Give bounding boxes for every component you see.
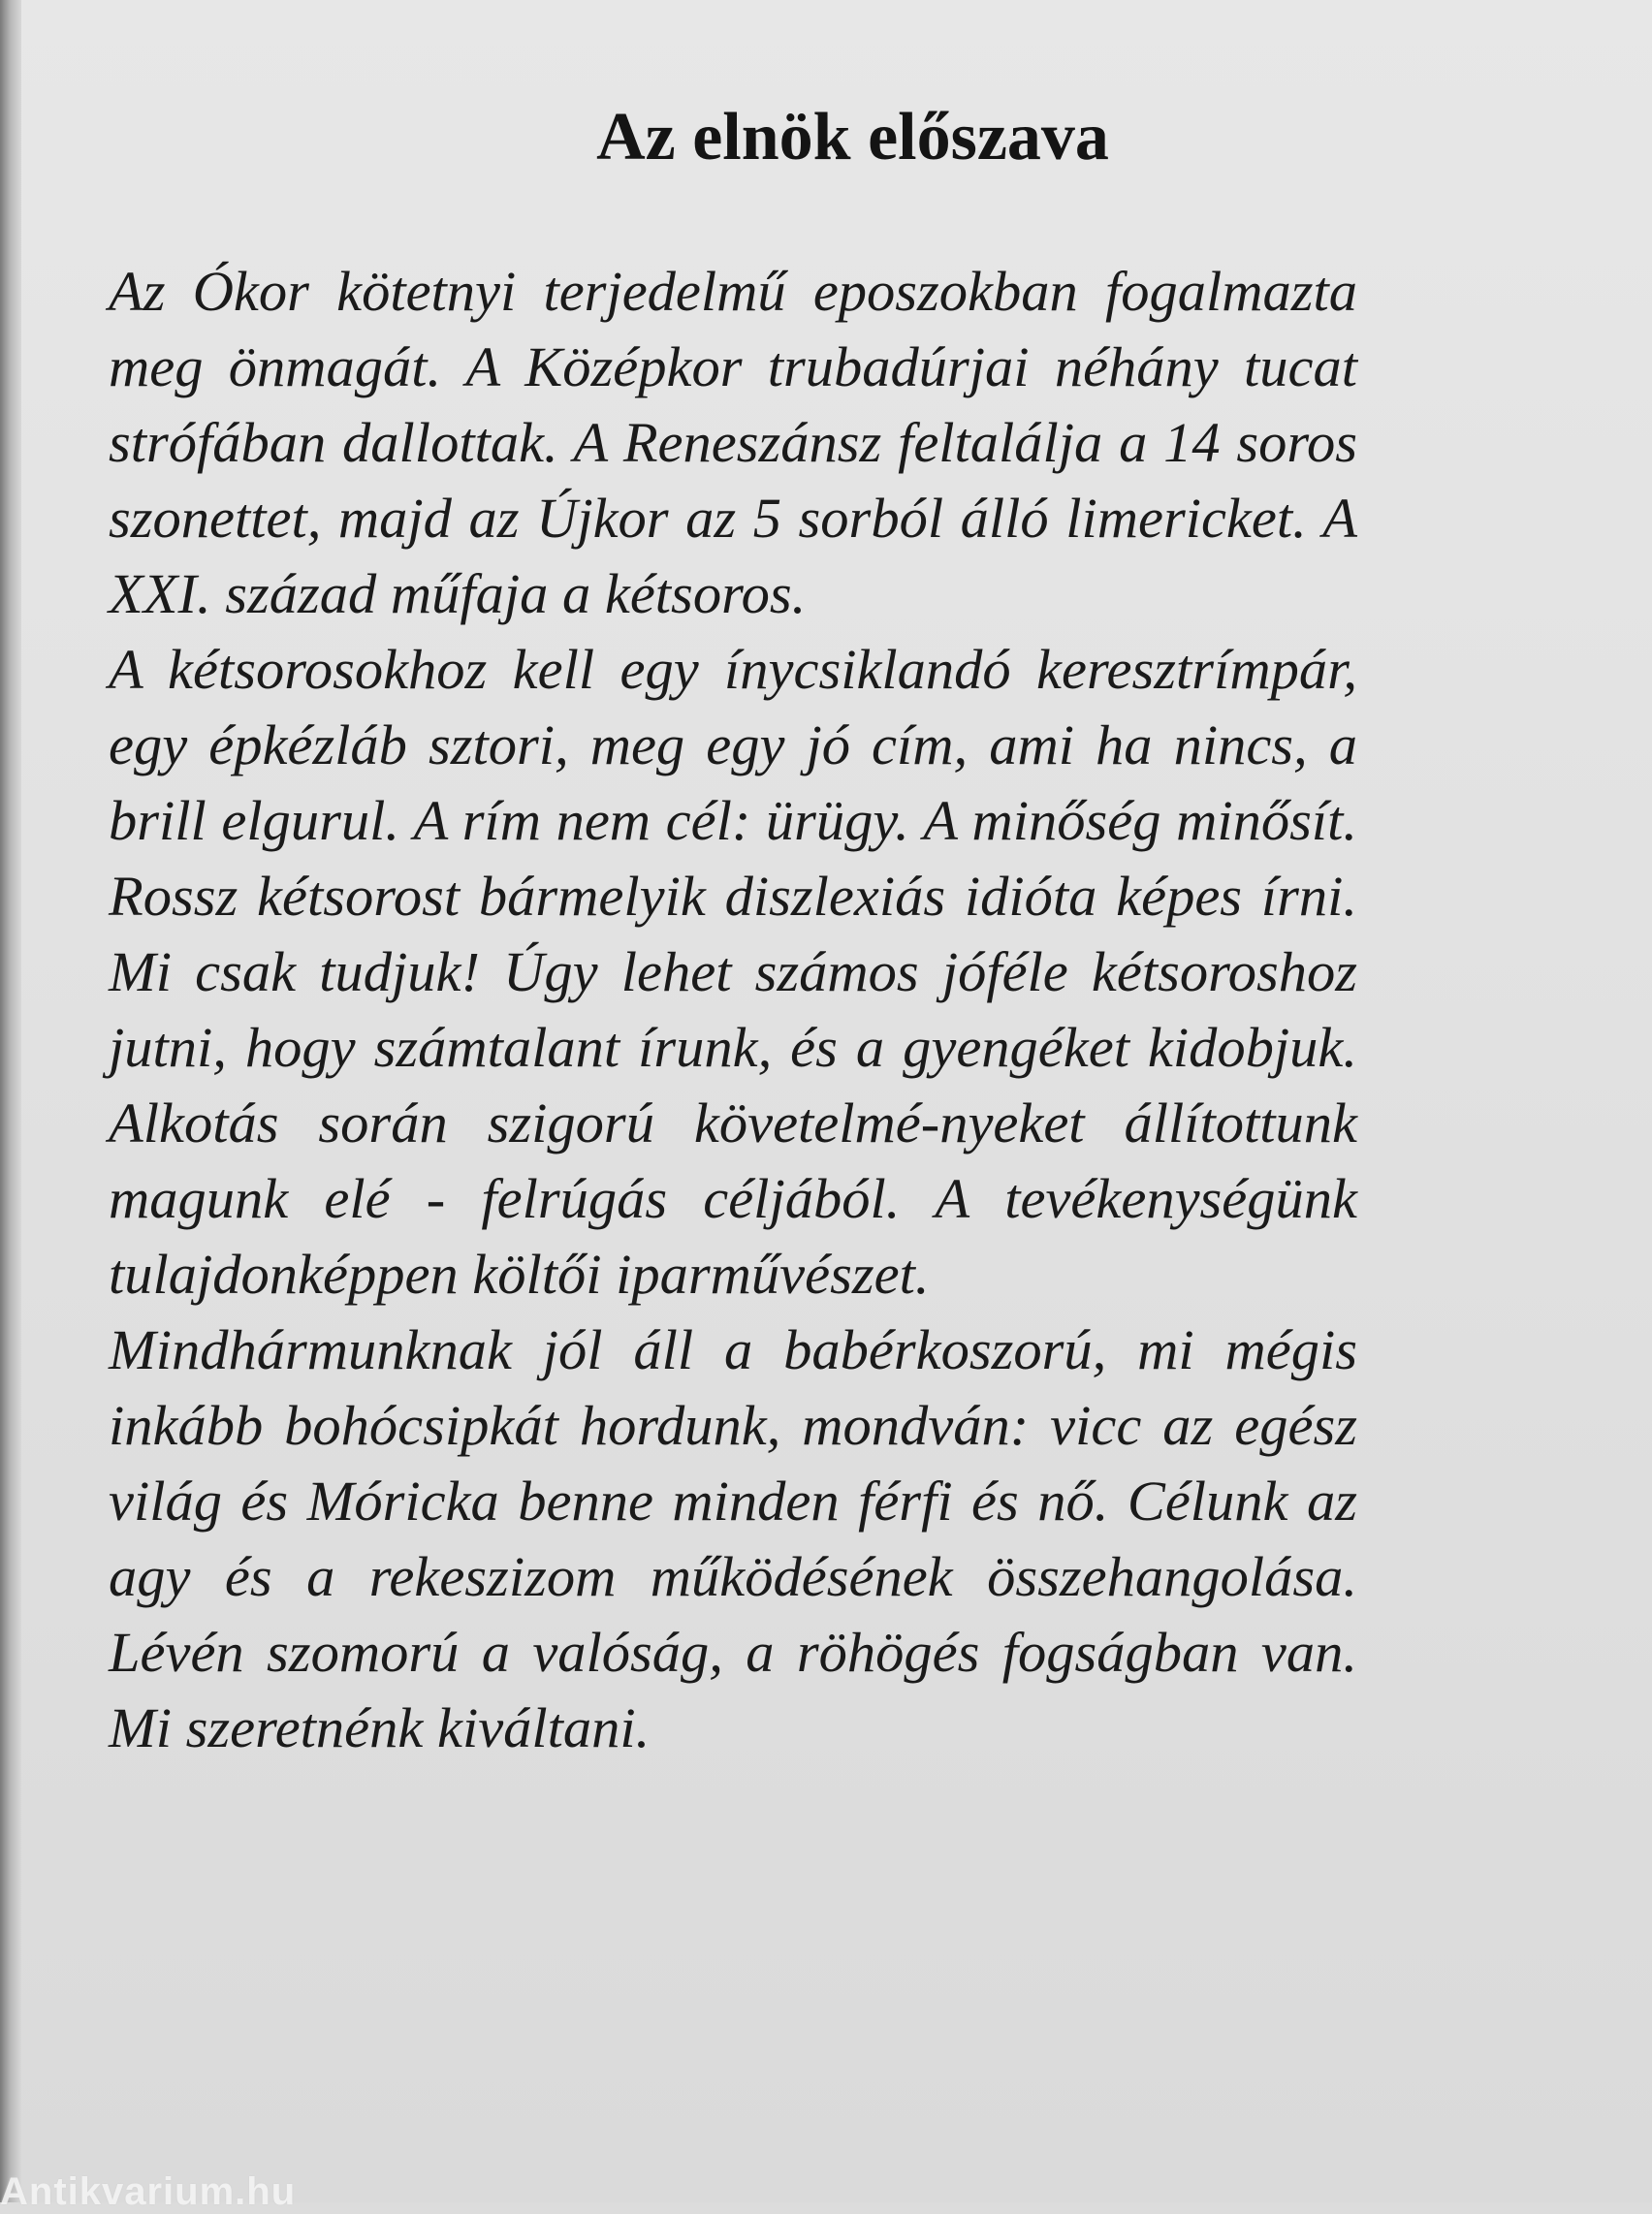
page-title: Az elnök előszava: [596, 100, 1109, 174]
page-binding-shadow: [0, 0, 21, 2202]
paragraph-1: Az Ókor kötetnyi terjedelmű eposzokban fogalmazta meg önmagát. A Középkor trubadúrjai néhány tucat strófában dallottak. A Reneszánsz feltalálja a 14 soros szonettet, majd az Újkor az 5 sorból álló limericket. A XXI. század műfaja a kétsoros.: [109, 260, 1357, 625]
preface-body: [109, 254, 1357, 1766]
paragraph-2: A kétsorosokhoz kell egy ínycsiklandó keresztrímpár, egy épkézláb sztori, meg egy jó cím, ami ha nincs, a brill elgurul. A rím nem cél: ürügy. A minőség minősít. Rossz kétsorost bármelyik diszlexiás idióta képes írni. Mi csak tudjuk! Úgy lehet számos jóféle kétsoroshoz jutni, hogy számtalant írunk, és a gyengéket kidobjuk. Alkotás során szigorú követelmé-nyeket állítottunk magunk elé - felrúgás céljából. A tevékenységünk tulajdonképpen költői iparművészet.: [109, 638, 1357, 1306]
paragraph-3: Mindhármunknak jól áll a babérkoszorú, mi mégis inkább bohócsipkát hordunk, mondván: vicc az egész világ és Móricka benne minden férfi és nő. Célunk az agy és a rekeszizom működésének összehangolása. Lévén szomorú a valóság, a röhögés fogságban van. Mi szeretnénk kiváltani.: [109, 1318, 1357, 1759]
watermark-text: Antikvarium.hu: [0, 2170, 297, 2213]
